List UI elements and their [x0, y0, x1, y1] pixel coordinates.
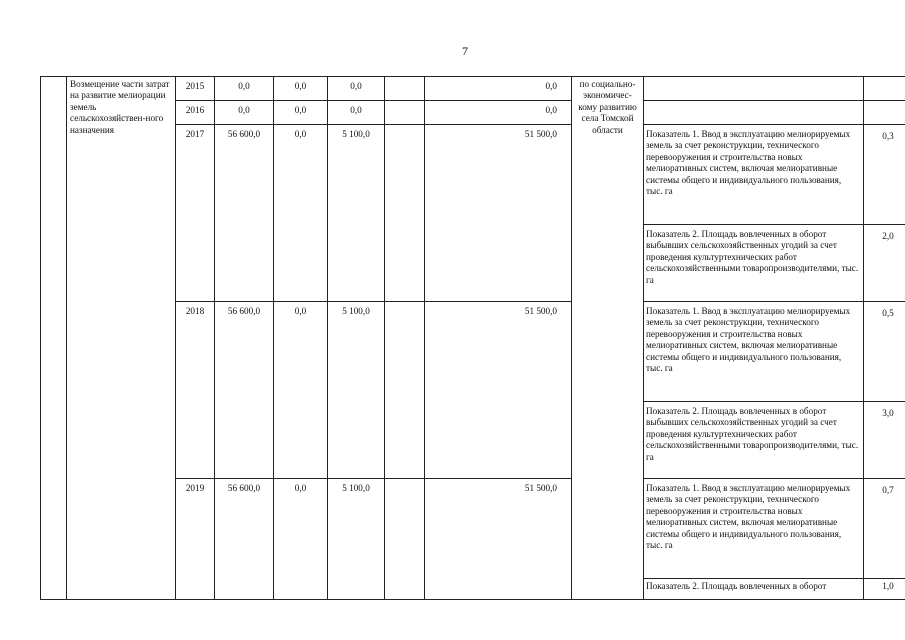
funding-cell: 0,0 [274, 479, 328, 600]
funding-cell: 5 100,0 [328, 125, 385, 302]
indicator-text-cell: Показатель 1. Ввод в эксплуатацию мелиорируемых земель за счет реконструкции, технического перевооружения и строительства новых мелиоративных систем, включая мелиоративные системы общего и индивидуального пользования, тыс. га [644, 302, 864, 402]
page-number: 7 [462, 44, 468, 58]
funding-cell: 0,0 [274, 125, 328, 302]
year-cell: 2019 [176, 479, 215, 600]
indicator-text-cell: Показатель 2. Площадь вовлеченных в оборот [644, 579, 864, 600]
funding-cell: 51 500,0 [425, 125, 572, 302]
year-cell: 2017 [176, 125, 215, 302]
indicator-value-cell: 0,5 [864, 302, 905, 402]
funding-cell: 0,0 [425, 77, 572, 101]
total-cell: 56 600,0 [215, 479, 274, 600]
indicator-value-cell: 2,0 [864, 225, 905, 302]
total-cell: 0,0 [215, 77, 274, 101]
total-cell: 0,0 [215, 101, 274, 125]
indicator-text-cell [644, 77, 864, 101]
year-cell: 2015 [176, 77, 215, 101]
indicator-value-cell: 1,0 [864, 579, 905, 600]
program-measures-table [40, 76, 905, 600]
total-cell: 56 600,0 [215, 125, 274, 302]
funding-cell: 0,0 [274, 77, 328, 101]
indicator-value-cell [864, 77, 905, 101]
indicator-text-cell: Показатель 1. Ввод в эксплуатацию мелиорируемых земель за счет реконструкции, технического перевооружения и строительства новых мелиоративных систем, включая мелиоративные системы общего и индивидуального пользования, тыс. га [644, 479, 864, 579]
indicator-text-cell: Показатель 2. Площадь вовлеченных в оборот выбывших сельскохозяйственных угодий за счет проведения культуртехнических работ сельскохозяйственными товаропроизводителями, тыс. га [644, 402, 864, 479]
indicator-value-cell: 3,0 [864, 402, 905, 479]
total-cell: 56 600,0 [215, 302, 274, 479]
funding-cell [385, 101, 425, 125]
funding-cell: 51 500,0 [425, 302, 572, 479]
table-row [41, 77, 905, 101]
funding-cell [385, 125, 425, 302]
indicator-text-cell: Показатель 1. Ввод в эксплуатацию мелиорируемых земель за счет реконструкции, технического перевооружения и строительства новых мелиоративных систем, включая мелиоративные системы общего и индивидуального пользования, тыс. га [644, 125, 864, 225]
row-number-cell [41, 77, 67, 600]
year-cell: 2016 [176, 101, 215, 125]
funding-cell: 0,0 [425, 101, 572, 125]
indicator-value-cell: 0,7 [864, 479, 905, 579]
funding-cell: 5 100,0 [328, 302, 385, 479]
measure-name-cell: Возмещение части затрат на развитие мелиорации земель сельскохозяйствен-ного назначения [67, 77, 176, 600]
funding-cell [385, 77, 425, 101]
funding-cell: 51 500,0 [425, 479, 572, 600]
funding-cell [385, 479, 425, 600]
funding-cell: 0,0 [274, 101, 328, 125]
funding-cell: 0,0 [328, 101, 385, 125]
funding-cell: 0,0 [328, 77, 385, 101]
executor-cell: по социально-экономичес-кому развитию села Томской области [572, 77, 644, 600]
indicator-text-cell: Показатель 2. Площадь вовлеченных в оборот выбывших сельскохозяйственных угодий за счет проведения культуртехнических работ сельскохозяйственными товаропроизводителями, тыс. га [644, 225, 864, 302]
funding-cell: 5 100,0 [328, 479, 385, 600]
indicator-value-cell: 0,3 [864, 125, 905, 225]
funding-cell: 0,0 [274, 302, 328, 479]
indicator-value-cell [864, 101, 905, 125]
year-cell: 2018 [176, 302, 215, 479]
funding-cell [385, 302, 425, 479]
indicator-text-cell [644, 101, 864, 125]
